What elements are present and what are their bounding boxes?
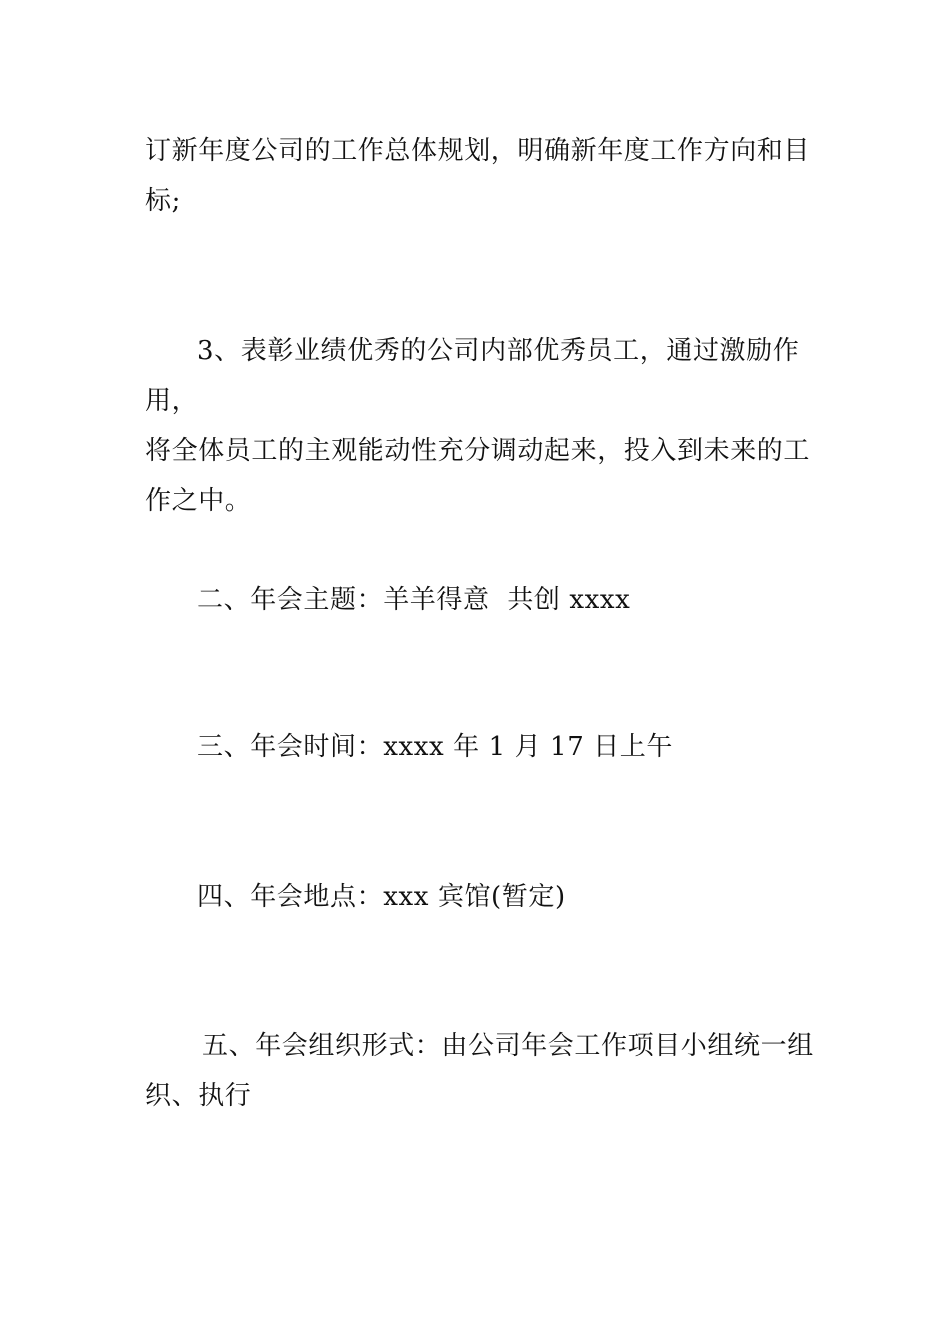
paragraph-organization-form	[145, 1021, 820, 1121]
paragraph-time	[145, 722, 815, 772]
text-line: 作之中。	[145, 486, 252, 516]
paragraph-planning-continued	[145, 126, 815, 226]
text-line: 订新年度公司的工作总体规划，明确新年度工作方向和目	[145, 136, 811, 166]
text-line: 织、执行	[145, 1081, 252, 1111]
text-line: 标;	[145, 186, 181, 216]
paragraph-item-3-commendation	[145, 326, 815, 526]
text-line: 三、年会时间：xxxx 年 1 月 17 日上午	[197, 732, 674, 762]
paragraph-theme	[145, 575, 815, 625]
text-line: 二、年会主题：羊羊得意 共创 xxxx	[197, 585, 631, 615]
text-line: 将全体员工的主观能动性充分调动起来，投入到未来的工	[145, 436, 811, 466]
text-line: 四、年会地点：xxx 宾馆(暂定)	[197, 882, 566, 912]
text-line: 3、表彰业绩优秀的公司内部优秀员工，通过激励作用，	[145, 336, 800, 416]
paragraph-location	[145, 872, 815, 922]
text-line: 五、年会组织形式：由公司年会工作项目小组统一组	[202, 1031, 814, 1061]
